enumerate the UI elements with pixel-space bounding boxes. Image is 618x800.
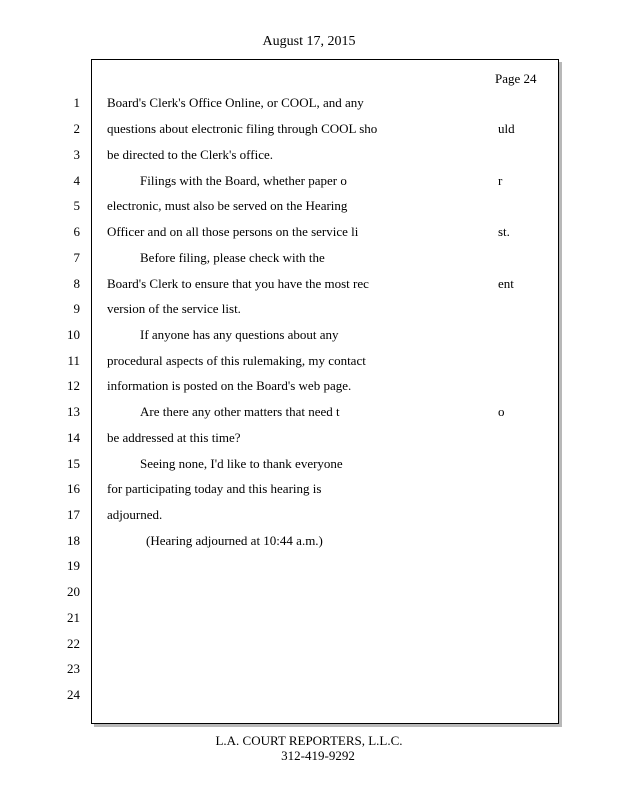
line-number: 24 [67,687,80,702]
reporter-company: L.A. COURT REPORTERS, L.L.C. [215,733,403,748]
line-number: 2 [73,121,80,136]
line-text: electronic, must also be served on the Hearing [107,198,348,213]
line-number: 3 [73,147,80,162]
line-number: 20 [67,584,80,599]
line-text: information is posted on the Board's web page. [107,378,352,393]
line-text: Filings with the Board, whether paper o [140,173,347,188]
line-text: adjourned. [107,507,163,522]
line-text: Are there any other matters that need t [140,404,340,419]
line-text: Board's Clerk to ensure that you have the most rec [107,276,369,291]
line-number: 7 [73,250,80,265]
line-number: 4 [73,173,80,188]
line-text: If anyone has any questions about any [140,327,339,342]
line-number: 1 [73,95,80,110]
line-text-overflow: st. [498,224,510,239]
line-text-overflow: r [498,173,503,188]
line-text: Officer and on all those persons on the service li [107,224,359,239]
line-number: 14 [67,430,80,445]
line-number: 6 [73,224,80,239]
line-number: 5 [73,198,80,213]
line-number: 15 [67,456,80,471]
line-text: Before filing, please check with the [140,250,325,265]
line-number: 22 [67,636,80,651]
reporter-phone: 312-419-9292 [281,748,355,763]
line-text-overflow: ent [498,276,514,291]
line-text-overflow: o [498,404,505,419]
line-number: 9 [73,301,80,316]
line-number: 11 [67,353,80,368]
line-number: 19 [67,558,80,573]
line-number: 13 [67,404,80,419]
line-number: 23 [67,661,80,676]
footer [0,733,618,763]
line-text: Board's Clerk's Office Online, or COOL, and any [107,95,364,110]
transcript-date: August 17, 2015 [262,34,356,49]
line-number: 16 [67,481,80,496]
line-number: 21 [67,610,80,625]
page-number: Page 24 [495,71,537,86]
line-number: 18 [67,533,80,548]
line-text: be directed to the Clerk's office. [107,147,273,162]
line-number: 17 [67,507,80,522]
line-text-overflow: uld [498,121,515,136]
line-number: 10 [67,327,80,342]
line-text: version of the service list. [107,301,241,316]
line-number: 12 [67,378,80,393]
line-text: Seeing none, I'd like to thank everyone [140,456,343,471]
line-text: (Hearing adjourned at 10:44 a.m.) [146,533,323,548]
line-text: be addressed at this time? [107,430,241,445]
line-text: procedural aspects of this rulemaking, my contact [107,353,366,368]
line-text: questions about electronic filing through COOL sho [107,121,378,136]
line-number: 8 [73,276,80,291]
line-text: for participating today and this hearing is [107,481,322,496]
